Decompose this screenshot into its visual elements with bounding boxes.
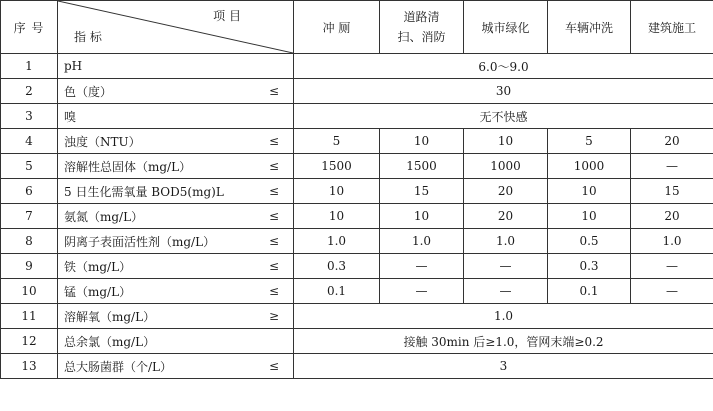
row-number: 9 <box>1 254 58 279</box>
limit-value-all: 6.0～9.0 <box>294 54 713 79</box>
limit-value-all: 无不快感 <box>294 104 713 129</box>
limit-value: 10 <box>548 204 631 229</box>
limit-value: — <box>380 254 464 279</box>
limit-value: 10 <box>294 179 380 204</box>
limit-operator: ≥ <box>268 309 279 323</box>
limit-value: 1000 <box>464 154 548 179</box>
indicator-cell <box>58 129 294 154</box>
indicator-name: 总大肠菌群（个/L） <box>64 359 173 374</box>
limit-value: 0.5 <box>548 229 631 254</box>
row-number: 8 <box>1 229 58 254</box>
header-row <box>1 1 713 54</box>
limit-value: — <box>631 279 713 304</box>
indicator-cell <box>58 104 294 129</box>
indicator-cell <box>58 254 294 279</box>
row-number: 7 <box>1 204 58 229</box>
limit-value-all: 1.0 <box>294 304 713 329</box>
table-row <box>1 154 713 179</box>
limit-operator: ≤ <box>268 359 279 373</box>
table-row <box>1 204 713 229</box>
col-header-road-line2: 扫、消防 <box>397 30 446 44</box>
indicator-cell <box>58 54 294 79</box>
limit-value: 10 <box>380 204 464 229</box>
limit-value: — <box>380 279 464 304</box>
table-row <box>1 129 713 154</box>
indicator-name: 铁（mg/L） <box>64 259 132 274</box>
col-header-road-line1: 道路清 <box>403 10 440 24</box>
row-number: 13 <box>1 354 58 379</box>
limit-value: 0.1 <box>548 279 631 304</box>
col-header-toilet: 冲 厕 <box>294 1 380 54</box>
limit-value: — <box>631 254 713 279</box>
indicator-name: 嗅 <box>64 109 77 124</box>
limit-value: 15 <box>631 179 713 204</box>
limit-value: 10 <box>294 204 380 229</box>
table-row <box>1 304 713 329</box>
limit-value: 20 <box>464 204 548 229</box>
limit-operator: ≤ <box>268 159 279 173</box>
limit-value-all: 30 <box>294 79 713 104</box>
row-number: 4 <box>1 129 58 154</box>
diagonal-line <box>58 1 293 53</box>
col-header-greening: 城市绿化 <box>464 1 548 54</box>
limit-value: 1500 <box>294 154 380 179</box>
indicator-name: 总余氯（mg/L） <box>64 334 156 349</box>
limit-value: 1500 <box>380 154 464 179</box>
indicator-name: pH <box>64 59 83 73</box>
limit-operator: ≤ <box>268 134 279 148</box>
limit-value: 20 <box>464 179 548 204</box>
table-row <box>1 254 713 279</box>
limit-operator: ≤ <box>268 184 279 198</box>
indicator-cell <box>58 204 294 229</box>
limit-value: 5 <box>294 129 380 154</box>
table-row <box>1 104 713 129</box>
row-number: 12 <box>1 329 58 354</box>
col-header-indicator: 指 标 <box>74 30 102 44</box>
indicator-cell <box>58 229 294 254</box>
row-number: 10 <box>1 279 58 304</box>
limit-operator: ≤ <box>268 284 279 298</box>
indicator-name: 浊度（NTU） <box>64 134 141 149</box>
col-header-no: 序 号 <box>1 1 58 54</box>
indicator-name: 溶解性总固体（mg/L） <box>64 159 192 174</box>
limit-value: 0.3 <box>548 254 631 279</box>
indicator-name: 阴离子表面活性剂（mg/L） <box>64 234 216 249</box>
limit-operator: ≤ <box>268 259 279 273</box>
limit-value: 1.0 <box>631 229 713 254</box>
limit-value: 20 <box>631 204 713 229</box>
limit-value: 15 <box>380 179 464 204</box>
table-row <box>1 79 713 104</box>
limit-value: 1.0 <box>380 229 464 254</box>
indicator-cell <box>58 304 294 329</box>
diagonal-header-cell <box>58 1 294 54</box>
limit-value: 0.1 <box>294 279 380 304</box>
col-header-construction: 建筑施工 <box>631 1 713 54</box>
indicator-name: 氨氮（mg/L） <box>64 209 144 224</box>
indicator-name: 溶解氧（mg/L） <box>64 309 156 324</box>
limit-value: — <box>464 254 548 279</box>
indicator-name: 色（度） <box>64 84 113 99</box>
limit-value: 5 <box>548 129 631 154</box>
table-row <box>1 354 713 379</box>
limit-operator: ≤ <box>268 209 279 223</box>
indicator-cell <box>58 179 294 204</box>
limit-value-all: 接触 30min 后≥1.0，管网末端≥0.2 <box>294 329 713 354</box>
row-number: 11 <box>1 304 58 329</box>
row-number: 2 <box>1 79 58 104</box>
row-number: 1 <box>1 54 58 79</box>
indicator-cell <box>58 279 294 304</box>
table-row <box>1 179 713 204</box>
limit-operator: ≤ <box>268 84 279 98</box>
indicator-name: 5 日生化需氧量 BOD5(mg)L <box>64 184 224 199</box>
limit-value: 1000 <box>548 154 631 179</box>
indicator-cell <box>58 329 294 354</box>
indicator-cell <box>58 154 294 179</box>
limit-operator: ≤ <box>268 234 279 248</box>
indicator-name: 锰（mg/L） <box>64 284 132 299</box>
row-number: 3 <box>1 104 58 129</box>
limit-value-all: 3 <box>294 354 713 379</box>
table-row <box>1 229 713 254</box>
limit-value: 10 <box>464 129 548 154</box>
limit-value: 20 <box>631 129 713 154</box>
limit-value: — <box>631 154 713 179</box>
table-row <box>1 54 713 79</box>
col-header-item: 项 目 <box>213 9 241 23</box>
limit-value: 1.0 <box>294 229 380 254</box>
limit-value: 1.0 <box>464 229 548 254</box>
table-row <box>1 279 713 304</box>
indicator-cell <box>58 79 294 104</box>
table-row <box>1 329 713 354</box>
col-header-road <box>380 1 464 54</box>
limit-value: 0.3 <box>294 254 380 279</box>
col-header-car-wash: 车辆冲洗 <box>548 1 631 54</box>
row-number: 5 <box>1 154 58 179</box>
limit-value: 10 <box>380 129 464 154</box>
limit-value: — <box>464 279 548 304</box>
indicator-cell <box>58 354 294 379</box>
row-number: 6 <box>1 179 58 204</box>
limit-value: 10 <box>548 179 631 204</box>
